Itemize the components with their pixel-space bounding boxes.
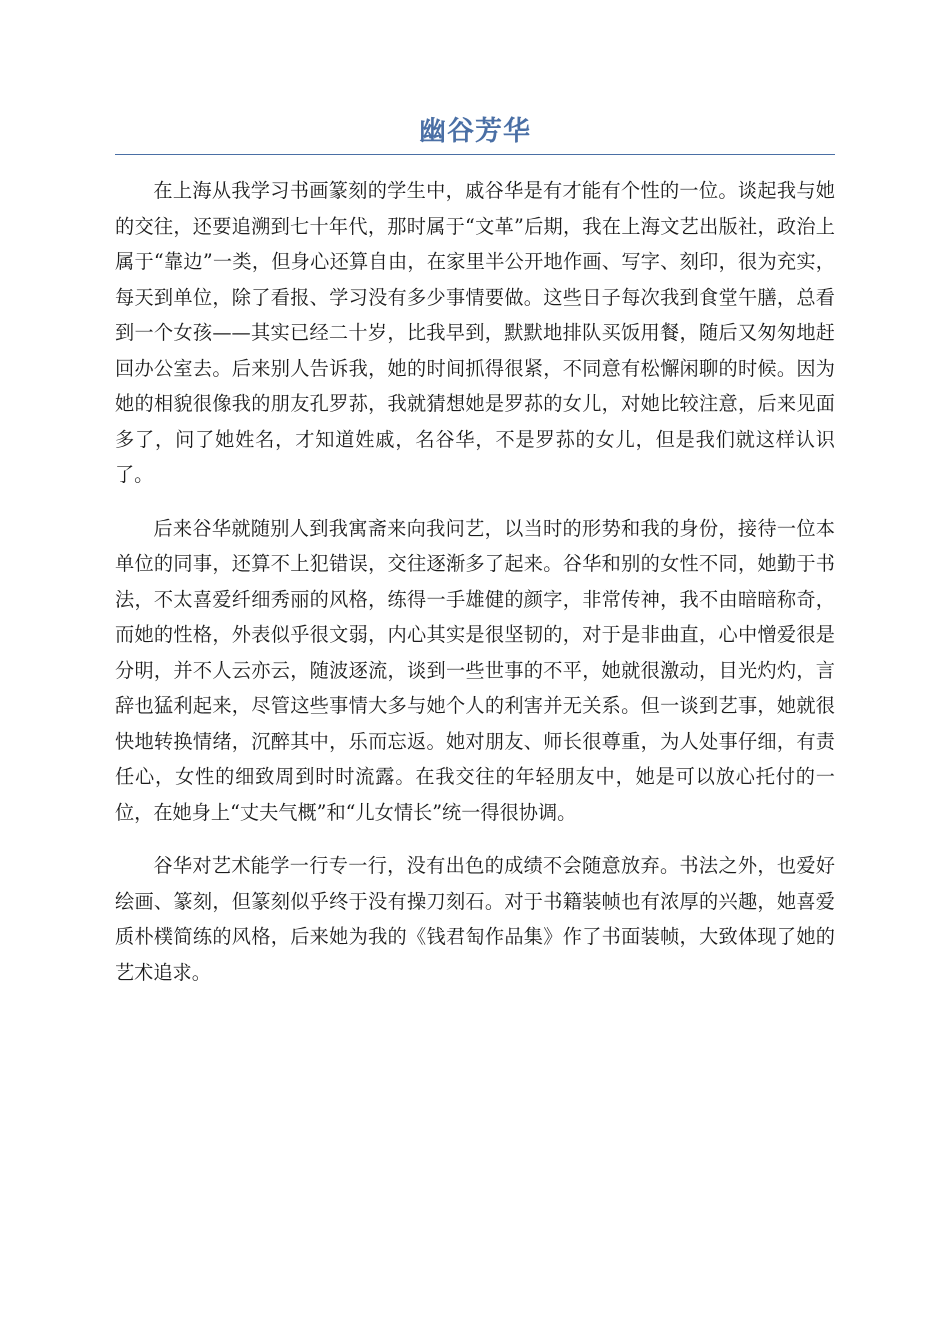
paragraph-1: 在上海从我学习书画篆刻的学生中，戚谷华是有才能有个性的一位。谈起我与她的交往，还要追溯到七十年代，那时属于“文革”后期，我在上海文艺出版社，政治上属于“靠边”一类，但身心还算自由，在家里半公开地作画、写字、刻印，很为充实，每天到单位，除了看报、学习没有多少事情要做。这些日子每次我到食堂午膳，总看到一个女孩——其实已经二十岁，比我早到，默默地排队买饭用餐，随后又匆匆地赶回办公室去。后来别人告诉我，她的时间抓得很紧，不同意有松懈闲聊的时候。因为她的相貌很像我的朋友孔罗荪，我就猜想她是罗荪的女儿，对她比较注意，后来见面多了，问了她姓名，才知道姓戚，名谷华，不是罗荪的女儿，但是我们就这样认识了。 xyxy=(115,179,835,486)
paragraph-2: 后来谷华就随别人到我寓斋来向我问艺，以当时的形势和我的身份，接待一位本单位的同事，还算不上犯错误，交往逐渐多了起来。谷华和别的女性不同，她勤于书法，不太喜爱纤细秀丽的风格，练得一手雄健的颜字，非常传神，我不由暗暗称奇，而她的性格，外表似乎很文弱，内心其实是很坚韧的，对于是非曲直，心中憎爱很是分明，并不人云亦云，随波逐流，谈到一些世事的不平，她就很激动，目光灼灼，言辞也猛利起来，尽管这些事情大多与她个人的利害并无关系。但一谈到艺事，她就很快地转换情绪，沉醉其中，乐而忘返。她对朋友、师长很尊重，为人处事仔细，有责任心，女性的细致周到时时流露。在我交往的年轻朋友中，她是可以放心托付的一位，在她身上“丈夫气概”和“儿女情长”统一得很协调。 xyxy=(115,516,835,824)
title-underline xyxy=(115,154,835,155)
document-title: 幽谷芳华 xyxy=(419,116,531,147)
paragraph-3: 谷华对艺术能学一行专一行，没有出色的成绩不会随意放弃。书法之外，也爱好绘画、篆刻，但篆刻似乎终于没有操刀刻石。对于书籍装帧也有浓厚的兴趣，她喜爱质朴樸简练的风格，后来她为我的《钱君匋作品集》作了书面装帧，大致体现了她的艺术追求。 xyxy=(115,854,835,984)
document-page xyxy=(115,112,835,1008)
